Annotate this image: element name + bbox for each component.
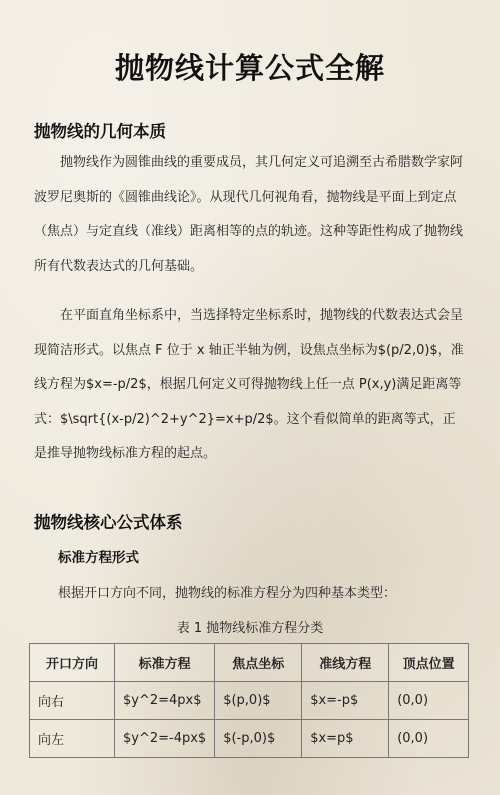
table-cell: $x=-p$ [302, 682, 389, 720]
table-header-cell: 顶点位置 [389, 644, 469, 682]
table-cell: $(-p,0)$ [215, 720, 302, 758]
table-row [30, 720, 469, 758]
paragraph-four-types: 根据开口方向不同，抛物线的标准方程分为四种基本类型： [58, 586, 397, 601]
table-header-cell: 焦点坐标 [215, 644, 302, 682]
section-heading-geometry: 抛物线的几何本质 [34, 122, 166, 141]
table-cell: $(p,0)$ [215, 682, 302, 720]
paragraph-geometry-definition: 抛物线作为圆锥曲线的重要成员，其几何定义可追溯至古希腊数学家阿波罗尼奥斯的《圆锥曲线论》。从现代几何视角看，抛物线是平面上到定点（焦点）与定直线（准线）距离相等的点的轨迹。这种等距性构成了抛物线所有代数表达式的几何基础。 [34, 155, 464, 274]
table-cell: $y^2=-4px$ [115, 720, 215, 758]
paragraph-coordinate-derivation: 在平面直角坐标系中，当选择特定坐标系时，抛物线的代数表达式会呈现简洁形式。以焦点 F 位于 x 轴正半轴为例，设焦点坐标为$(p/2,0)$，准线方程为$x=-p/2$，根据几何定义可得抛物线上任一点 P(x,y)满足距离等式：$\sqrt{(x-p/2)^2+y^2}=x+p/2$。这个看似简单的距离等式，正是推导抛物线标准方程的起点。 [34, 308, 464, 461]
subsection-heading-standard-form: 标准方程形式 [58, 550, 139, 566]
table-cell: (0,0) [389, 720, 469, 758]
page-title: 抛物线计算公式全解 [114, 51, 385, 85]
table-cell: $y^2=4px$ [115, 682, 215, 720]
table-cell: 向左 [30, 720, 115, 758]
table-header-row [30, 644, 469, 682]
table-header-cell: 标准方程 [115, 644, 215, 682]
table-header-cell: 准线方程 [302, 644, 389, 682]
table-cell: (0,0) [389, 682, 469, 720]
standard-equation-table [29, 643, 469, 758]
table-cell: 向右 [30, 682, 115, 720]
section-heading-formulas: 抛物线核心公式体系 [34, 513, 183, 532]
table-row [30, 682, 469, 720]
table-cell: $x=p$ [302, 720, 389, 758]
table-caption: 表 1 抛物线标准方程分类 [176, 621, 324, 636]
table-header-cell: 开口方向 [30, 644, 115, 682]
